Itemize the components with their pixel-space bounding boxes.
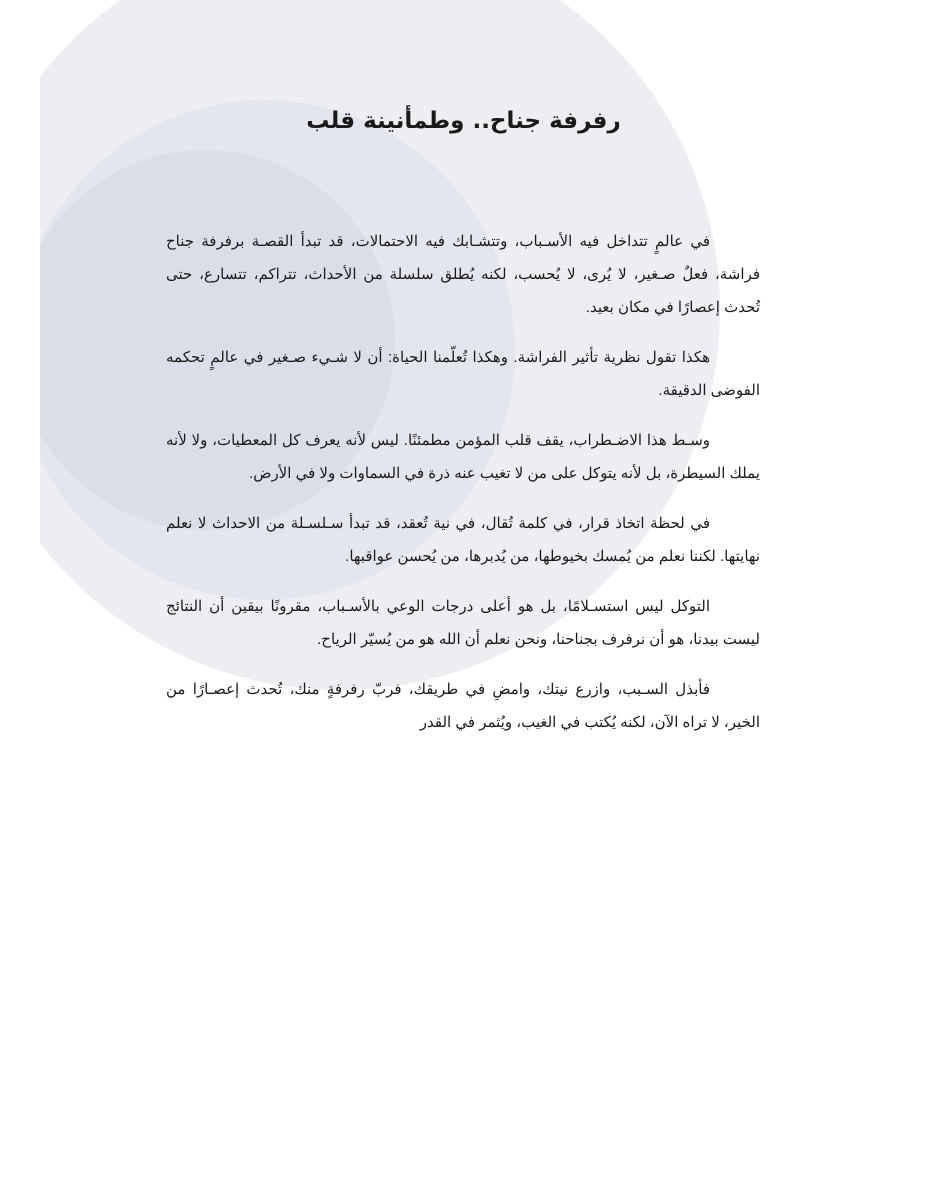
document-title: رفرفة جناح.. وطمأنينة قلب — [306, 108, 621, 134]
paragraph-6: فأبذل السـبب، وازرع نيتك، وامضِ في طريقك، فربّ رفرفةٍ منك، تُحدث إعصـارًا من الخير، لا تراه الآن، لكنه يُكتب في الغيب، ويُثمر في القدر — [166, 681, 760, 731]
paragraph-3: وسـط هذا الاضـطراب، يقف قلب المؤمن مطمئنًا. ليس لأنه يعرف كل المعطيات، ولا لأنه يملك السيطرة، بل لأنه يتوكل على من لا تغيب عنه ذرة في السماوات ولا في الأرض. — [166, 432, 760, 482]
paragraph-4: في لحظة اتخاذ قرار، في كلمة تُقال، في نية تُعقد، قد تبدأ سـلسـلة من الاحداث لا نعلم نهايتها. لكننا نعلم من يُمسك بخيوطها، من يُدبرها، من يُحسن عواقبها. — [166, 515, 760, 565]
paragraph-2: هكذا تقول نظرية تأثير الفراشة. وهكذا تُعلّمنا الحياة: أن لا شـيء صـغير في عالمٍ تحكمه الفوضى الدقيقة. — [166, 349, 760, 399]
paragraph-1: في عالمٍ تتداخل فيه الأسـباب، وتتشـابك فيه الاحتمالات، قد تبدأ القصـة برفرفة جناح فراشة، فعلٌ صـغير، لا يُرى، لا يُحسب، لكنه يُطلق سلسلة من الأحداث، تتراكم، تتسارع، حتى تُحدث إعصارًا في مكان بعيد. — [166, 233, 760, 316]
paragraph-5: التوكل ليس استسـلامًا، بل هو أعلى درجات الوعي بالأسـباب، مقرونًا بيقين أن النتائج ليست بيدنا، هو أن نرفرف بجناحنا، ونحن نعلم أن الله هو من يُسيّر الرياح. — [166, 598, 760, 648]
document-body — [166, 225, 760, 756]
